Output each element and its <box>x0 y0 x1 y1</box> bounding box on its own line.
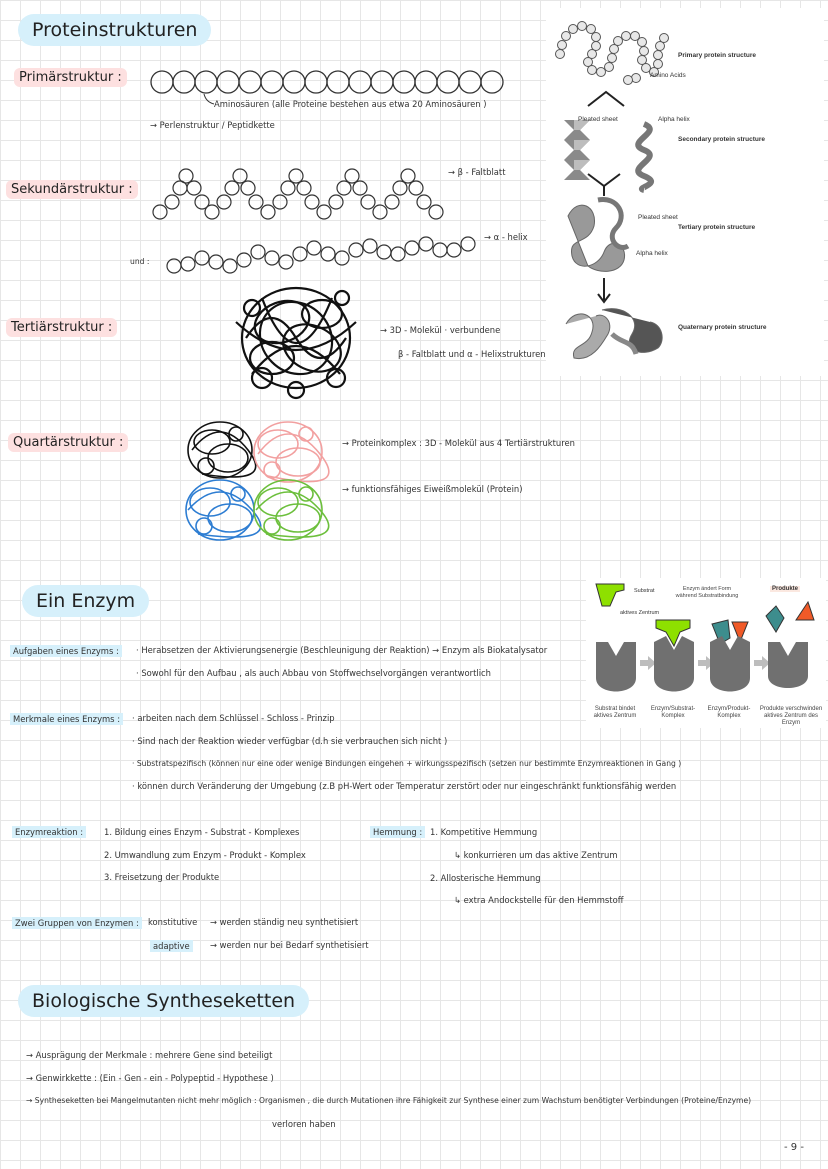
fig-primary-label: Primary protein structure <box>678 52 757 59</box>
primary-note-aminoacids: Aminosäuren (alle Proteine bestehen aus etwa 20 Aminosäuren ) <box>214 99 487 109</box>
alpha-helix-shape <box>624 122 664 192</box>
fig-quaternary-label: Quaternary protein structure <box>678 324 767 331</box>
enzyme-task-2: · Sowohl für den Aufbau , als auch Abbau von Stoffwechselvorgängen verantwortlich <box>136 668 491 678</box>
enzyme-stage-4 <box>762 598 818 688</box>
fig-down-arrow <box>594 276 614 304</box>
tertiary-scribble <box>232 278 362 403</box>
tertiary-note-2: β - Faltblatt und α - Helixstrukturen <box>398 349 546 359</box>
enzyme-group-2-desc: → werden nur bei Bedarf synthetisiert <box>210 940 369 950</box>
enzyme-figure <box>586 578 826 728</box>
primary-bead-chain <box>148 68 528 98</box>
quaternary-note-1: → Proteinkomplex : 3D - Molekül aus 4 Tertiärstrukturen <box>342 438 575 448</box>
synthesis-point-3: → Syntheseketten bei Mangelmutanten nicht mehr möglich : Organismen , die durch Mutationen ihre Fähigkeit zur Synthese einer zum Wachstum benötigter Verbindungen (Proteine/Enzyme) <box>26 1096 752 1105</box>
enzyme-feature-1: · arbeiten nach dem Schlüssel - Schloss - Prinzip <box>132 713 335 723</box>
fig-caption-1: Substrat bindet aktives Zentrum <box>593 706 637 720</box>
enzyme-reaction-step-2: 2. Umwandlung zum Enzym - Produkt - Komplex <box>104 850 306 860</box>
synthesis-point-3-cont: verloren haben <box>272 1119 336 1129</box>
enzyme-task-1: · Herabsetzen der Aktivierungsenergie (Beschleunigung der Reaktion) → Enzym als Biokatalysator <box>136 645 548 655</box>
inhibition-label: Hemmung : <box>370 826 425 838</box>
quaternary-structure-label: Quartärstruktur : <box>8 433 128 452</box>
substrate-piece <box>596 584 626 610</box>
quaternary-note-2: → funktionsfähiges Eiweißmolekül (Protein) <box>342 484 523 494</box>
enzyme-groups-label: Zwei Gruppen von Enzymen : <box>12 917 142 929</box>
fig-caption-3: Enzym/Produkt- Komplex <box>707 706 751 720</box>
inhibition-item-2: 2. Allosterische Hemmung <box>430 873 541 883</box>
fig-shape-change-label: Enzym ändert Form während Substratbindung <box>675 586 739 599</box>
enzyme-feature-3: · Substratspezifisch (können nur eine oder wenige Bindungen eingehen + wirkungsspezifisch (setzen nur bestimmte Enzymreaktionen in Gang ) <box>132 759 682 768</box>
fig-amino-label: Amino Acids <box>650 72 686 79</box>
fig-secondary-label: Secondary protein structure <box>678 136 766 143</box>
fig-products-label: Produkte <box>772 586 799 592</box>
tertiary-shape <box>558 196 638 276</box>
beta-sheet-drawing <box>152 168 452 228</box>
section-title-enzyme: Ein Enzym <box>22 585 149 617</box>
tertiary-structure-label: Tertiärstruktur : <box>6 318 117 337</box>
section-title-proteins: Proteinstrukturen <box>18 14 211 46</box>
quaternary-shape <box>562 304 672 364</box>
enzyme-reaction-label: Enzymreaktion : <box>12 826 86 838</box>
fig-merge-arrow <box>584 168 624 198</box>
fig-caption-4: Produkte verschwinden aktives Zentrum des Enzym <box>759 706 823 727</box>
inhibition-item-1: 1. Kompetitive Hemmung <box>430 827 538 837</box>
enzyme-stage-2 <box>650 618 698 698</box>
enzyme-group-1-name: konstitutive <box>148 917 198 927</box>
fig-alpha-label: Alpha helix <box>658 116 690 123</box>
tertiary-note-1: → 3D - Molekül · verbundene <box>380 325 501 335</box>
enzyme-reaction-step-3: 3. Freisetzung der Produkte <box>104 872 220 882</box>
enzyme-stage-1 <box>592 628 640 698</box>
secondary-structure-label: Sekundärstruktur : <box>6 180 138 199</box>
enzyme-features-label: Merkmale eines Enzyms : <box>10 713 123 725</box>
quaternary-subunit-pink <box>254 422 329 482</box>
alpha-helix-drawing <box>164 236 484 276</box>
primary-structure-label: Primärstruktur : <box>14 68 127 87</box>
fig-active-site-label: aktives Zentrum <box>620 610 660 616</box>
synthesis-point-2: → Genwirkkette : (Ein - Gen - ein - Polypeptid - Hypothese ) <box>26 1073 274 1083</box>
fig-alpha2-label: Alpha helix <box>636 250 668 257</box>
quaternary-subunit-green <box>254 480 329 540</box>
protein-structure-figure <box>546 8 824 376</box>
page-number: - 9 - <box>784 1142 804 1153</box>
enzyme-feature-2: · Sind nach der Reaktion wieder verfügbar (d.h sie verbrauchen sich nicht ) <box>132 736 448 746</box>
inhibition-item-1-note: ↳ konkurrieren um das aktive Zentrum <box>454 850 618 860</box>
fig-pleated-label: Pleated sheet <box>578 116 618 123</box>
enzyme-reaction-step-1: 1. Bildung eines Enzym - Substrat - Komplexes <box>104 827 300 837</box>
quaternary-subunit-black <box>188 422 256 478</box>
quaternary-subunit-blue <box>186 480 261 540</box>
fig-tertiary-label: Tertiary protein structure <box>678 224 756 231</box>
quaternary-scribble <box>182 414 332 544</box>
alpha-helix-label: → α - helix <box>484 232 528 242</box>
primary-note-pearl: → Perlenstruktur / Peptidkette <box>150 120 275 130</box>
enzyme-feature-4: · können durch Veränderung der Umgebung (z.B pH-Wert oder Temperatur zerstört oder nur eingeschränkt funktionsfähig werden <box>132 781 677 791</box>
inhibition-item-2-note: ↳ extra Andockstelle für den Hemmstoff <box>454 895 624 905</box>
enzyme-group-2-name: adaptive <box>150 940 193 952</box>
section-title-synthesis: Biologische Syntheseketten <box>18 985 309 1017</box>
fig-branch-arrow <box>586 88 626 108</box>
secondary-and-label: und : <box>130 257 150 266</box>
enzyme-stage-3 <box>706 618 754 698</box>
beta-sheet-label: → β - Faltblatt <box>448 167 506 177</box>
fig-pleated2-label: Pleated sheet <box>638 214 678 221</box>
fig-substrat-label: Substrat <box>634 588 655 594</box>
enzyme-group-1-desc: → werden ständig neu synthetisiert <box>210 917 359 927</box>
synthesis-point-1: → Ausprägung der Merkmale : mehrere Gene sind beteiligt <box>26 1050 273 1060</box>
enzyme-tasks-label: Aufgaben eines Enzyms : <box>10 645 122 657</box>
fig-caption-2: Enzym/Substrat- Komplex <box>650 706 696 720</box>
